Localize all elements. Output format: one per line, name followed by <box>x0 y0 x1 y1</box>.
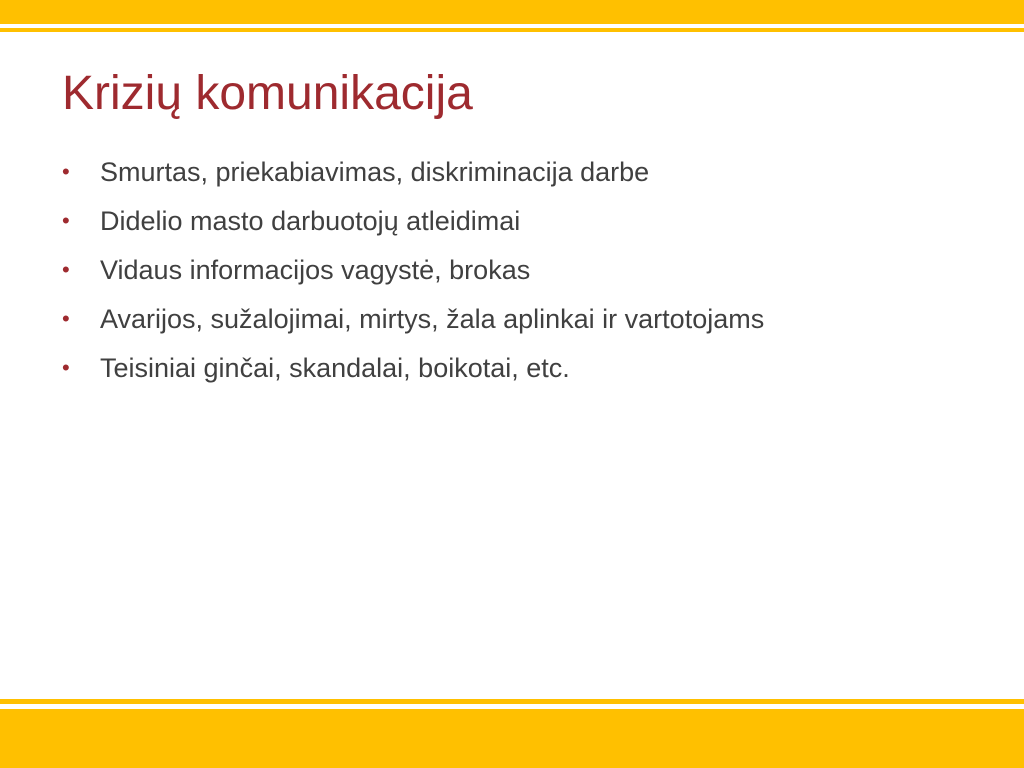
bullet-item <box>62 346 962 395</box>
bottom-accent-stripe <box>0 699 1024 704</box>
bullet-marker: • <box>62 355 70 380</box>
top-accent-band <box>0 0 1024 24</box>
bullet-text: Avarijos, sužalojimai, mirtys, žala aplinkai ir vartotojams <box>100 304 765 334</box>
bullet-item <box>62 297 962 346</box>
top-accent-stripe <box>0 28 1024 32</box>
bullet-marker: • <box>62 257 70 282</box>
bullet-item <box>62 248 962 297</box>
bullet-list <box>62 150 962 395</box>
bullet-item <box>62 199 962 248</box>
bottom-accent-band <box>0 709 1024 768</box>
slide-title: Krizių komunikacija <box>62 67 473 120</box>
bullet-marker: • <box>62 159 70 184</box>
bullet-text: Vidaus informacijos vagystė, brokas <box>100 255 531 285</box>
bullet-text: Didelio masto darbuotojų atleidimai <box>100 206 521 236</box>
bullet-text: Smurtas, priekabiavimas, diskriminacija darbe <box>100 157 650 187</box>
bullet-marker: • <box>62 306 70 331</box>
bullet-item <box>62 150 962 199</box>
bullet-text: Teisiniai ginčai, skandalai, boikotai, etc. <box>100 353 570 383</box>
bullet-marker: • <box>62 208 70 233</box>
